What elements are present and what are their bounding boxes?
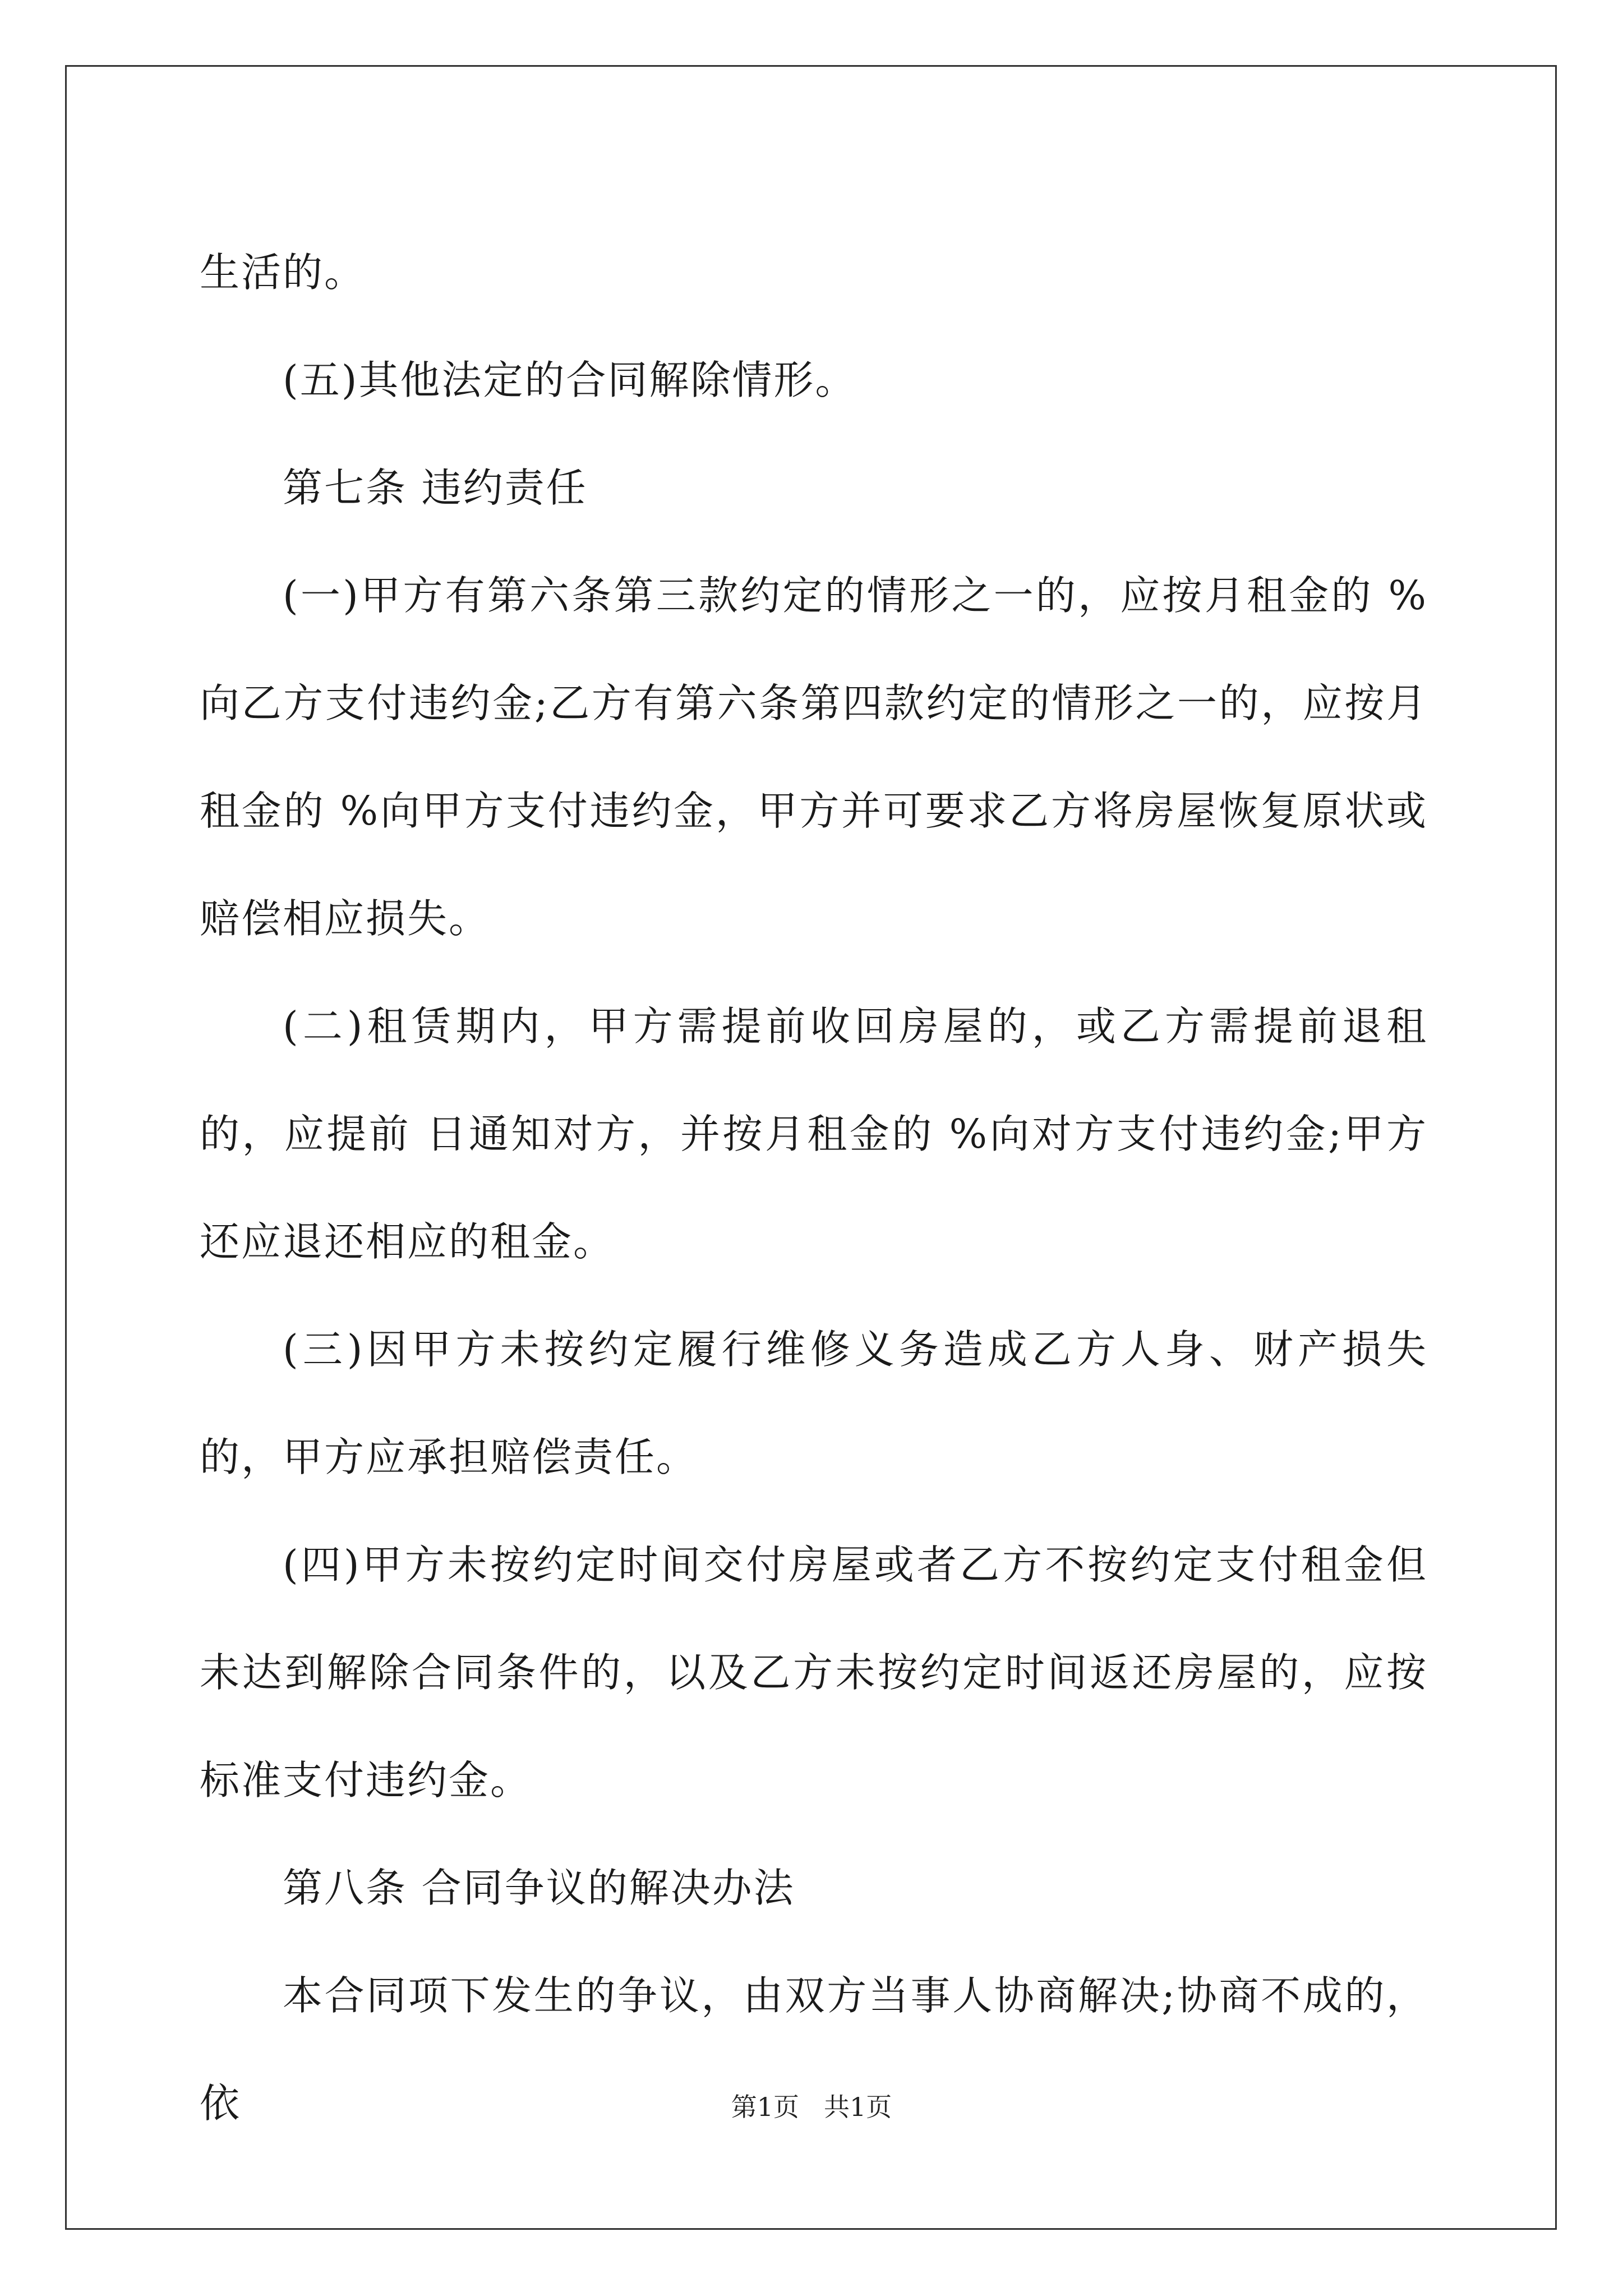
document-body: [200, 219, 1428, 2157]
article-8-body: 本合同项下发生的争议，由双方当事人协商解决;协商不成的，依: [200, 1972, 1428, 2127]
article-7-heading: 第七条 违约责任: [283, 464, 588, 511]
article-7-item-1: (一)甲方有第六条第三款约定的情形之一的，应按月租金的 %向乙方支付违约金;乙方有第六条第四款约定的情形之一的，应按月租金的 %向甲方支付违约金，甲方并可要求乙方将房屋恢复原状或赔偿相应损失。: [200, 572, 1428, 942]
clause-item-5: (五)其他法定的合同解除情形。: [283, 357, 857, 403]
article-7-item-4: (四)甲方未按约定时间交付房屋或者乙方不按约定支付租金但未达到解除合同条件的，以及乙方未按约定时间返还房屋的，应按 标准支付违约金。: [200, 1542, 1428, 1803]
paragraph-continuation: 生活的。: [200, 249, 366, 296]
article-7-item-2: (二)租赁期内，甲方需提前收回房屋的，或乙方需提前退租的，应提前 日通知对方，并按月租金的 %向对方支付违约金;甲方还应退还相应的租金。: [200, 1003, 1428, 1265]
page-number-current: 第1页: [731, 2092, 799, 2122]
article-7-item-3: (三)因甲方未按约定履行维修义务造成乙方人身、财产损失的，甲方应承担赔偿责任。: [200, 1326, 1428, 1480]
page-footer: [0, 2090, 1623, 2124]
page-number-total: 共1页: [824, 2092, 892, 2122]
article-8-heading: 第八条 合同争议的解决办法: [283, 1865, 795, 1911]
